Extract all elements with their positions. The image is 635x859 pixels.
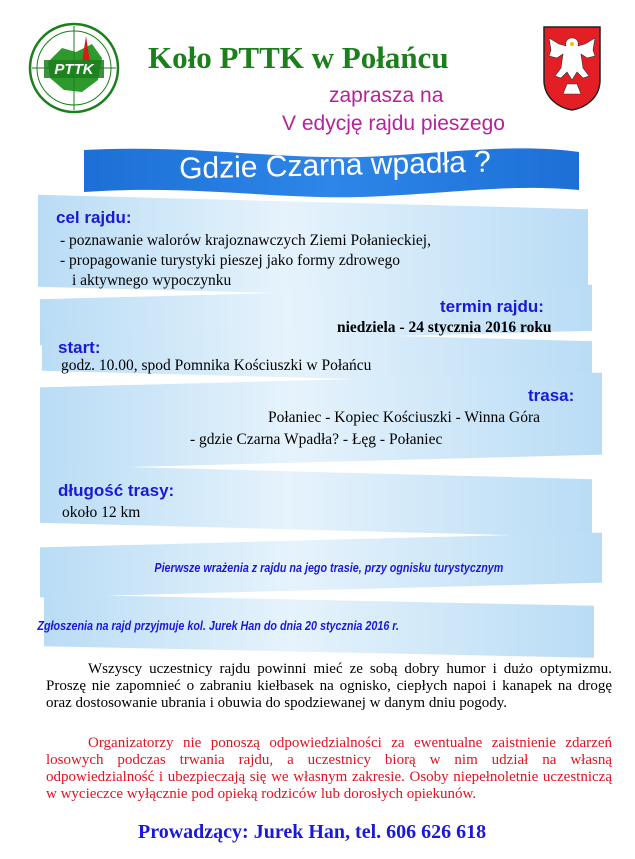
goal-item-3: i aktywnego wypoczynku xyxy=(72,272,232,289)
route-line-1: Połaniec - Kopiec Kościuszki - Winna Góra xyxy=(268,409,540,426)
disclaimer-paragraph: Organizatorzy nie ponoszą odpowiedzialności za ewentualne zaistnienie zdarzeń losowych podczas trwania rajdu, a uczestnicy biorą w nim udział na własną odpowiedzialność i ubezpieczają się we własnym zakresie. Osoby niepełnoletnie uczestniczą w wycieczce wyłącznie pod opieką rodziców lub dorosłych opiekunów. xyxy=(46,735,612,802)
impressions-note: Pierwsze wrażenia z rajdu na jego trasie, przy ognisku turystycznym xyxy=(154,561,504,575)
start-value: godz. 10.00, spod Pomnika Kościuszki w Połańcu xyxy=(61,357,372,374)
leader-contact: Prowadzący: Jurek Han, tel. 606 626 618 xyxy=(138,821,487,843)
goal-item-2: - propagowanie turystyki pieszej jako formy zdrowego xyxy=(60,252,401,269)
goal-label: cel rajdu: xyxy=(56,208,132,227)
edition-line: V edycję rajdu pieszego xyxy=(282,112,505,135)
goal-item-1: - poznawanie walorów krajoznawczych Ziemi Połanieckiej, xyxy=(60,232,431,249)
date-value: niedziela - 24 stycznia 2016 roku xyxy=(337,319,552,336)
route-line-2: - gdzie Czarna Wpadła? - Łęg - Połaniec xyxy=(190,431,443,448)
length-value: około 12 km xyxy=(62,504,141,521)
pttk-logo xyxy=(28,22,120,114)
banner-title: Gdzie Czarna wpadła ? xyxy=(178,145,492,186)
date-label: termin rajdu: xyxy=(440,297,544,316)
length-band xyxy=(40,465,592,537)
logo-text: PTTK xyxy=(54,61,94,78)
route-label: trasa: xyxy=(528,386,575,405)
participants-paragraph: Wszyscy uczestnicy rajdu powinni mieć ze sobą dobry humor i dużo optymizmu. Proszę nie zapomnieć o zabraniu kiełbasek na ognisko, ciepłych napoi i kanapek na drogę oraz dostosowanie ubrania i obuwia do spodziewanej w danym dniu pogody. xyxy=(46,661,612,711)
length-label: długość trasy: xyxy=(58,481,175,500)
page-title: Koło PTTK w Połańcu xyxy=(148,40,449,75)
registration-note: Zgłoszenia na rajd przyjmuje kol. Jurek Han do dnia 20 stycznia 2016 r. xyxy=(37,619,399,633)
invite-line: zaprasza na xyxy=(329,84,444,107)
start-label: start: xyxy=(58,338,101,357)
coat-of-arms xyxy=(541,24,603,112)
